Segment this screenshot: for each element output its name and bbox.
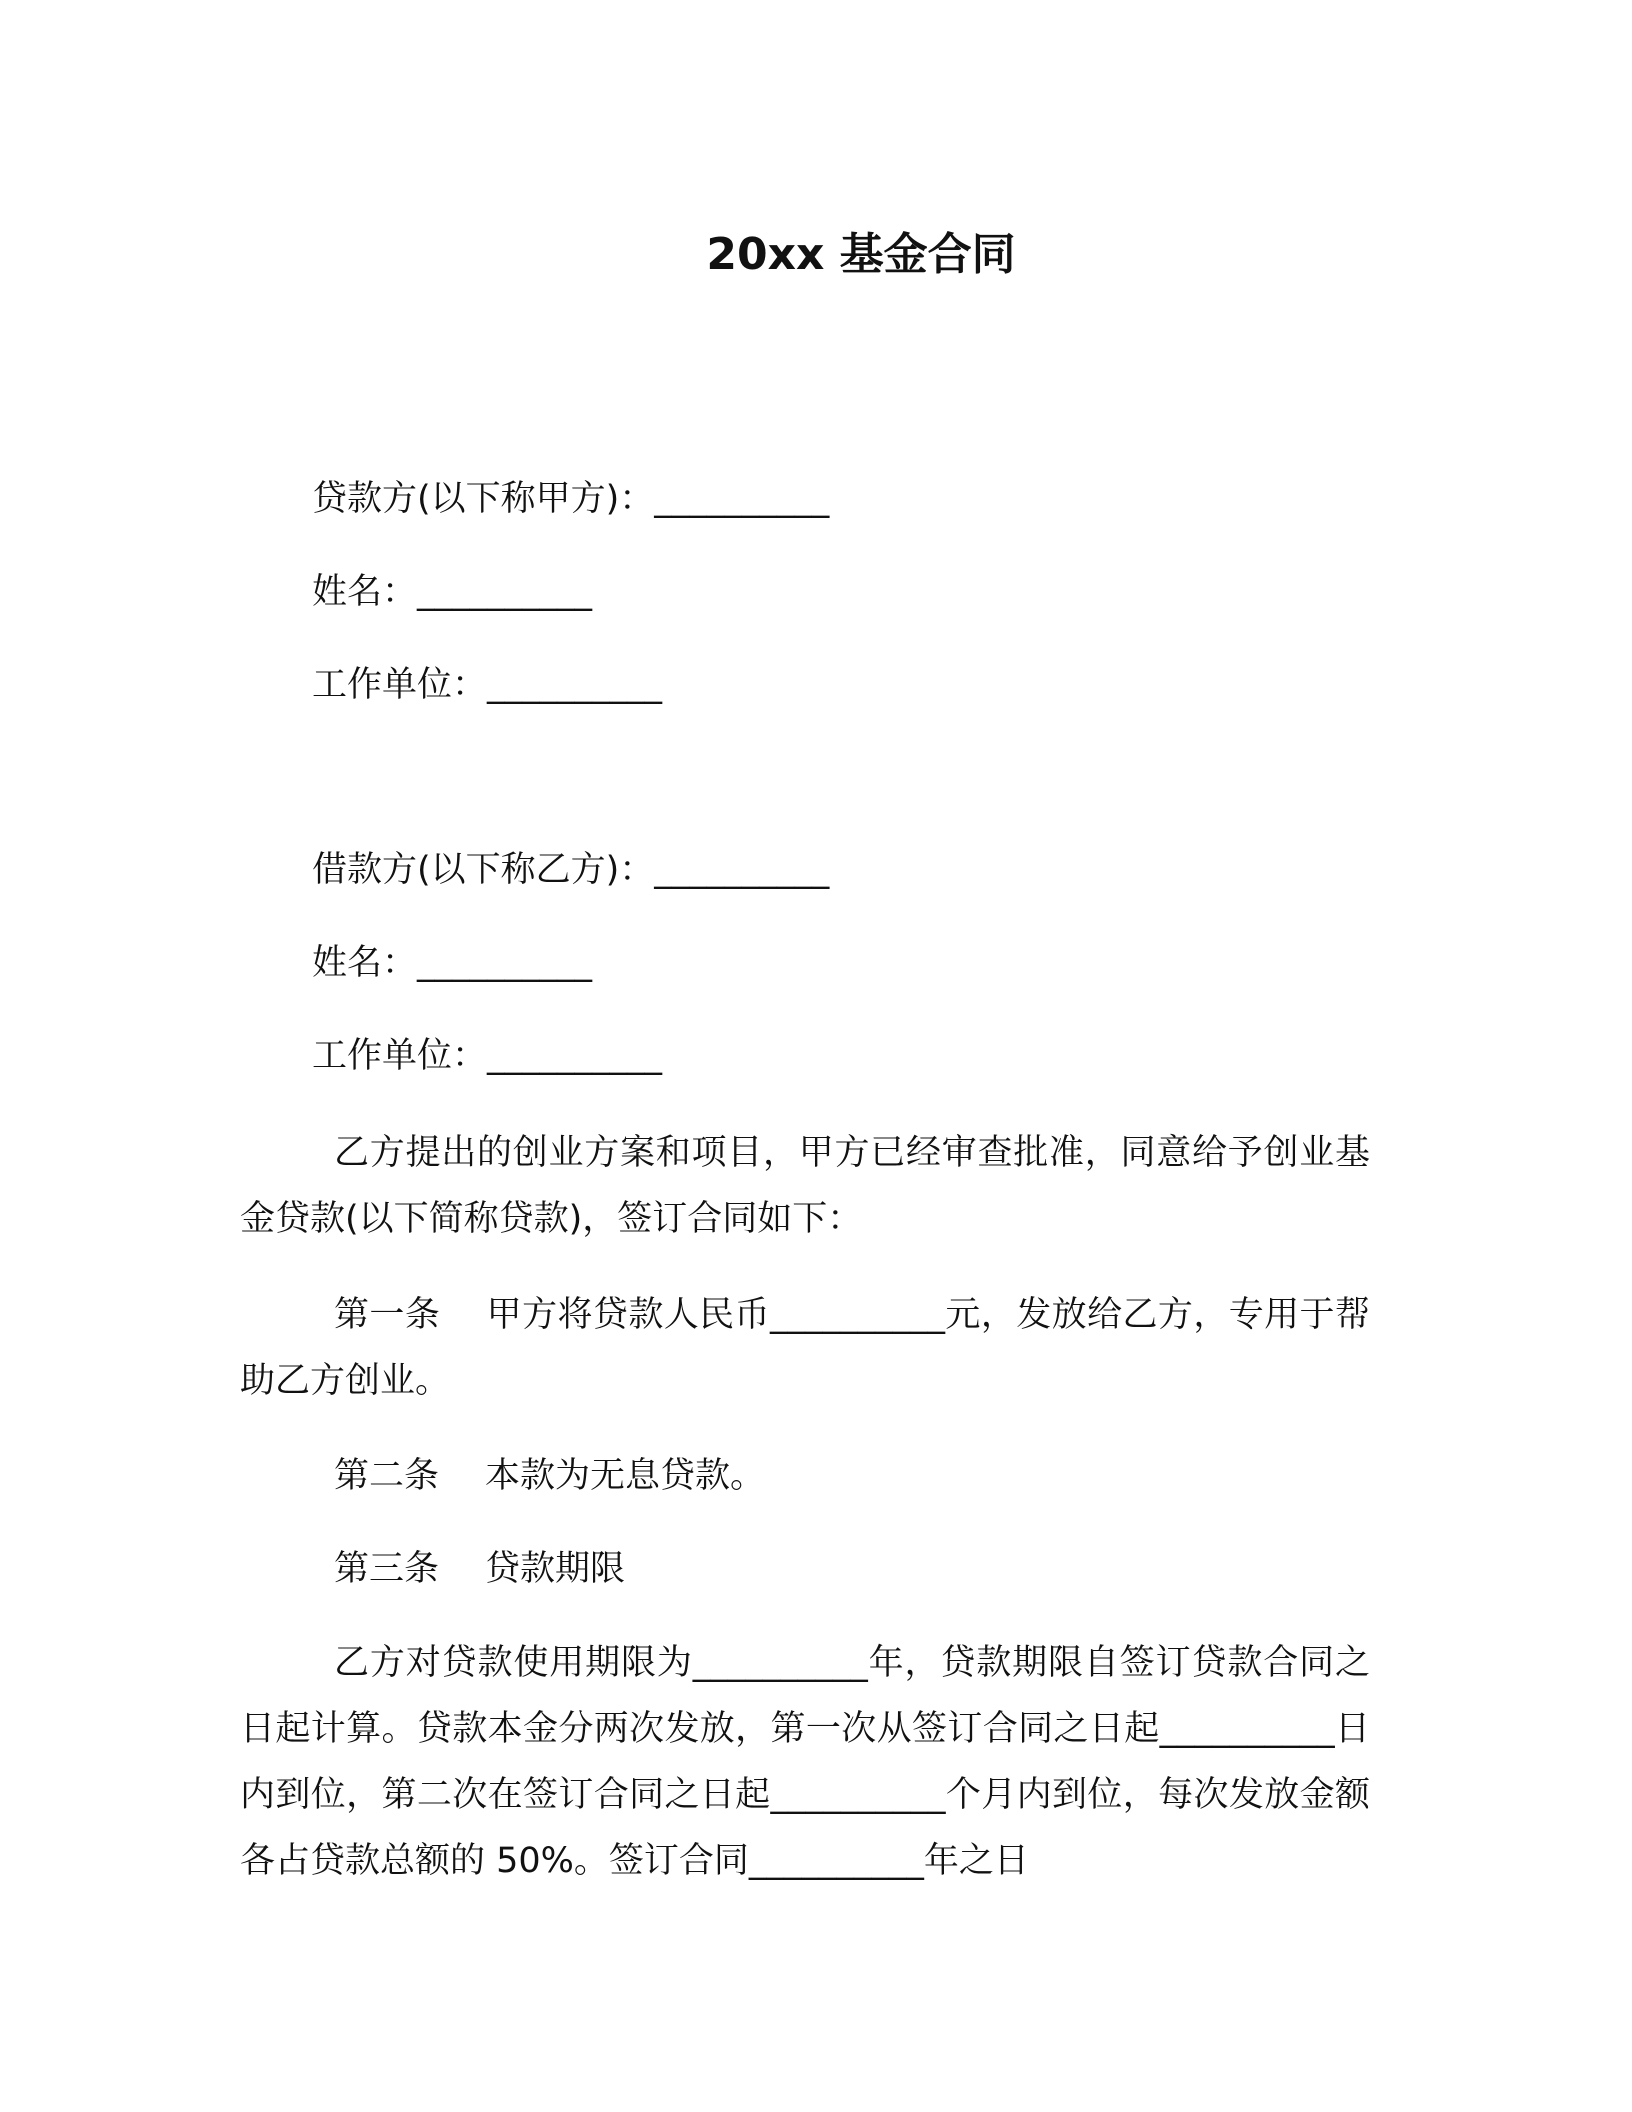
article-1-text: 甲方将贷款人民币__________元，发放给乙方，专用于帮助乙方创业。 <box>240 1295 1370 1401</box>
lender-label: 贷款方(以下称甲方)：__________ <box>312 479 830 519</box>
article-3-text: 贷款期限 <box>485 1549 626 1589</box>
intro-paragraph: 乙方提出的创业方案和项目，甲方已经审查批准，同意给予创业基金贷款(以下简称贷款)，签订合同如下： <box>240 1133 1370 1239</box>
article-2-heading: 第二条 <box>334 1456 440 1496</box>
borrower-label: 借款方(以下称乙方)：__________ <box>312 850 830 890</box>
borrower-name: 姓名：__________ <box>312 943 593 983</box>
borrower-work-unit: 工作单位：__________ <box>312 1036 663 1076</box>
lender-work-unit: 工作单位：__________ <box>312 665 663 705</box>
article-1-heading: 第一条 <box>334 1295 441 1335</box>
article-2-text: 本款为无息贷款。 <box>485 1456 766 1496</box>
document-title: 20xx 基金合同 <box>706 229 1016 280</box>
term-paragraph: 乙方对贷款使用期限为__________年，贷款期限自签订贷款合同之日起计算。贷款本金分两次发放，第一次从签订合同之日起__________日内到位，第二次在签订合同之日起__________个月内到位，每次发放金额各占贷款总额的 50%。签订合同__________年之日 <box>240 1643 1370 1881</box>
article-1 <box>240 1282 1370 1414</box>
article-3-heading: 第三条 <box>334 1549 440 1589</box>
lender-name: 姓名：__________ <box>312 572 593 612</box>
article-3 <box>240 1536 1370 1602</box>
article-2 <box>240 1443 1370 1509</box>
